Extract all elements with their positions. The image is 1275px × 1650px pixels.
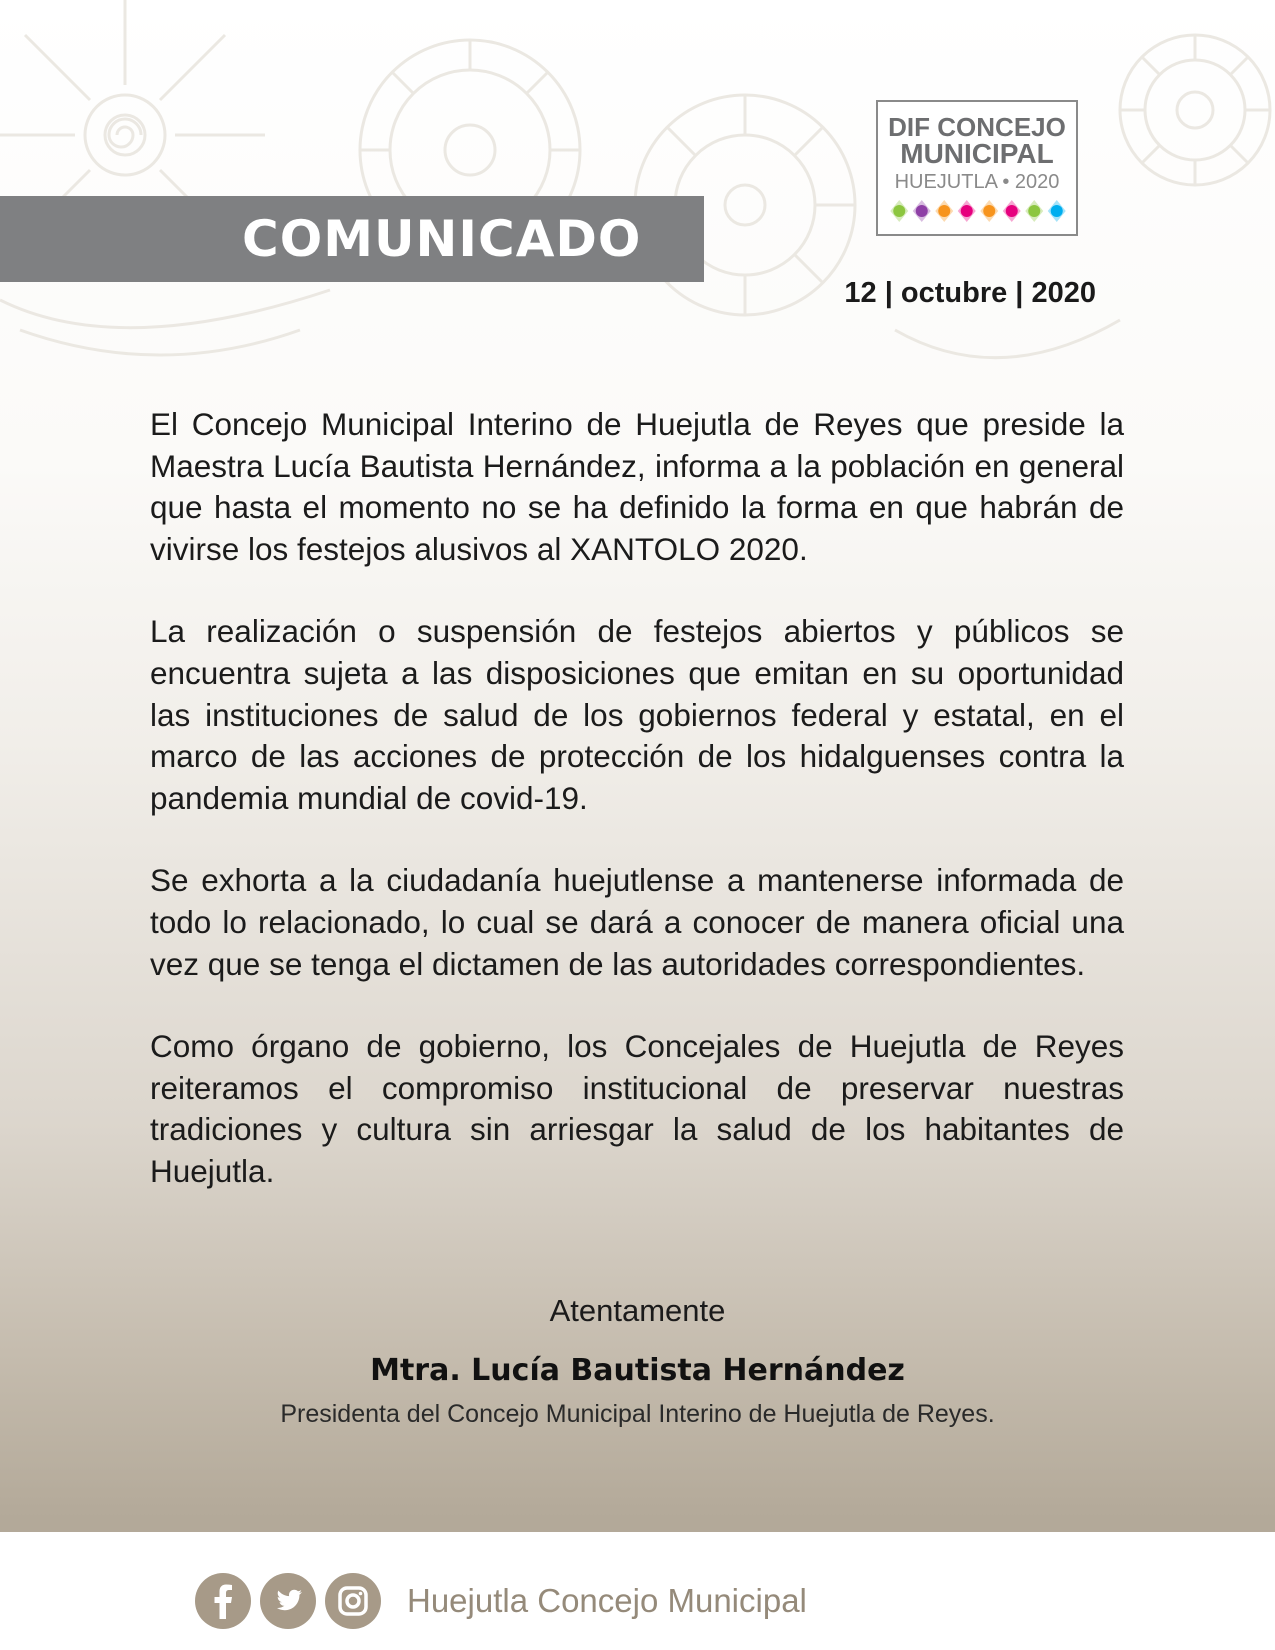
embroidery-dot: [1051, 205, 1063, 217]
closing-text: Atentamente: [549, 1293, 726, 1328]
embroidery-dot: [983, 205, 995, 217]
logo-line-1: DIF CONCEJO: [888, 112, 1066, 142]
embroidery-dot: [916, 205, 928, 217]
instagram-icon[interactable]: [325, 1573, 381, 1629]
logo-line-2: MUNICIPAL: [900, 138, 1054, 169]
dif-logo: [876, 100, 1078, 236]
communique-body: [150, 404, 1124, 1234]
footer: [0, 1532, 1275, 1650]
footer-brand-text: Huejutla Concejo Municipal: [407, 1582, 807, 1619]
embroidery-dot: [893, 205, 905, 217]
embroidery-dot: [1028, 205, 1040, 217]
decorative-embroidery-dots-icon: [888, 198, 1068, 224]
signer-role: Presidenta del Concejo Municipal Interino de Huejutla de Reyes.: [280, 1400, 995, 1428]
document-date: 12 | octubre | 2020: [844, 277, 1096, 309]
embroidery-dot: [961, 205, 973, 217]
signer-name: Mtra. Lucía Bautista Hernández: [370, 1353, 905, 1388]
embroidery-dot: [938, 205, 950, 217]
paragraph: Se exhorta a la ciudadanía huejutlense a mantenerse informada de todo lo relacionado, lo cual se dará a conocer de manera oficial una vez que se tenga el dictamen de las autoridades correspondientes.: [150, 862, 1124, 982]
facebook-icon[interactable]: [195, 1573, 251, 1629]
flower-motif: [0, 0, 265, 225]
flower-motif: [1120, 35, 1270, 185]
logo-line-3: HUEJUTLA • 2020: [894, 171, 1060, 193]
embroidery-dot: [1006, 205, 1018, 217]
paragraph: Como órgano de gobierno, los Concejales de Huejutla de Reyes reiteramos el compromiso institucional de preservar nuestras tradiciones y cultura sin arriesgar la salud de los habitantes de Huejutla.: [150, 1028, 1124, 1189]
twitter-icon[interactable]: [260, 1573, 316, 1629]
paragraph: La realización o suspensión de festejos abiertos y públicos se encuentra sujeta a las disposiciones que emitan en su oportunidad las instituciones de salud de los gobiernos federal y estatal, en el marco de las acciones de protección de los hidalguenses contra la pandemia mundial de covid-19.: [150, 613, 1124, 816]
banner-title: COMUNICADO: [242, 210, 642, 268]
paragraph: El Concejo Municipal Interino de Huejutla de Reyes que preside la Maestra Lucía Bautista Hernández, informa a la población en general que hasta el momento no se ha definido la forma en que habrán de vivirse los festejos alusivos al XANTOLO 2020.: [150, 406, 1124, 567]
